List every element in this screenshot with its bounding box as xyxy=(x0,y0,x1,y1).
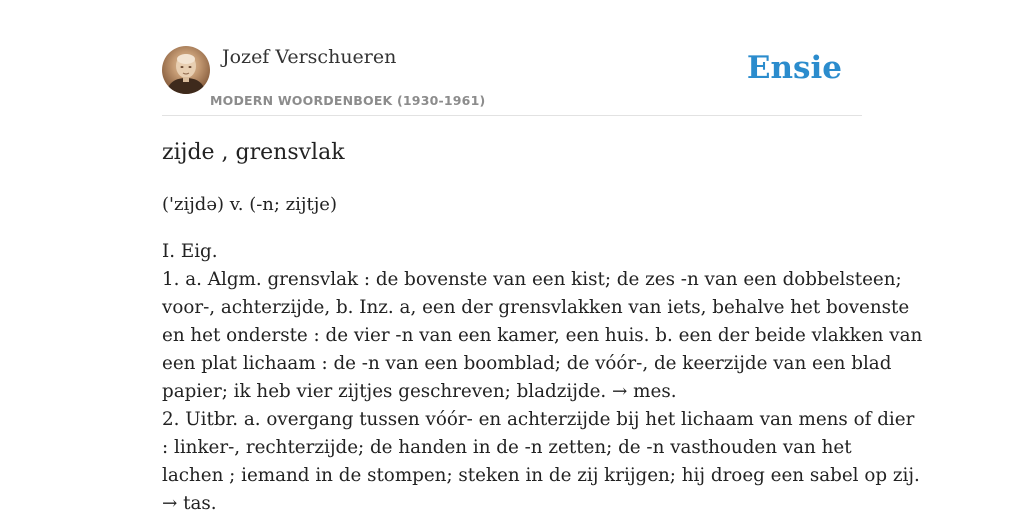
definition-line: papier; ik heb vier zijtjes geschreven; bladzijde. → mes. xyxy=(162,381,677,402)
definition-line: en het onderste : de vier -n van een kamer, een huis. b. een der beide vlakken van xyxy=(162,325,923,346)
brand-logo[interactable]: Ensie xyxy=(746,50,842,86)
portrait-icon xyxy=(162,46,210,94)
definition-line: voor-, achterzijde, b. Inz. a, een der grensvlakken van iets, behalve het bovenste xyxy=(162,297,910,318)
author-name[interactable]: Jozef Verschueren xyxy=(222,46,397,68)
definition-line: een plat lichaam : de -n van een boomblad; de vóór-, de keerzijde van een blad xyxy=(162,353,892,374)
definition-line: 1. a. Algm. grensvlak : de bovenste van een kist; de zes -n van een dobbelsteen; xyxy=(162,269,902,290)
entry-title: zijde , grensvlak xyxy=(162,140,345,165)
definition-line: lachen ; iemand in de stompen; steken in de zij krijgen; hij droeg een sabel op zij. xyxy=(162,465,920,486)
entry-pronunciation: ('zijdə) v. (-n; zijtje) xyxy=(162,194,337,215)
header xyxy=(162,44,862,116)
source-dictionary[interactable]: MODERN WOORDENBOEK (1930-1961) xyxy=(210,93,486,108)
author-avatar[interactable] xyxy=(162,46,210,94)
definition-line: 2. Uitbr. a. overgang tussen vóór- en achterzijde bij het lichaam van mens of dier xyxy=(162,409,915,430)
header-divider xyxy=(162,115,862,116)
entry-definition xyxy=(162,238,923,512)
definition-line: I. Eig. xyxy=(162,241,218,262)
definition-line: → tas. xyxy=(162,493,217,512)
definition-line: : linker-, rechterzijde; de handen in de -n zetten; de -n vasthouden van het xyxy=(162,437,852,458)
